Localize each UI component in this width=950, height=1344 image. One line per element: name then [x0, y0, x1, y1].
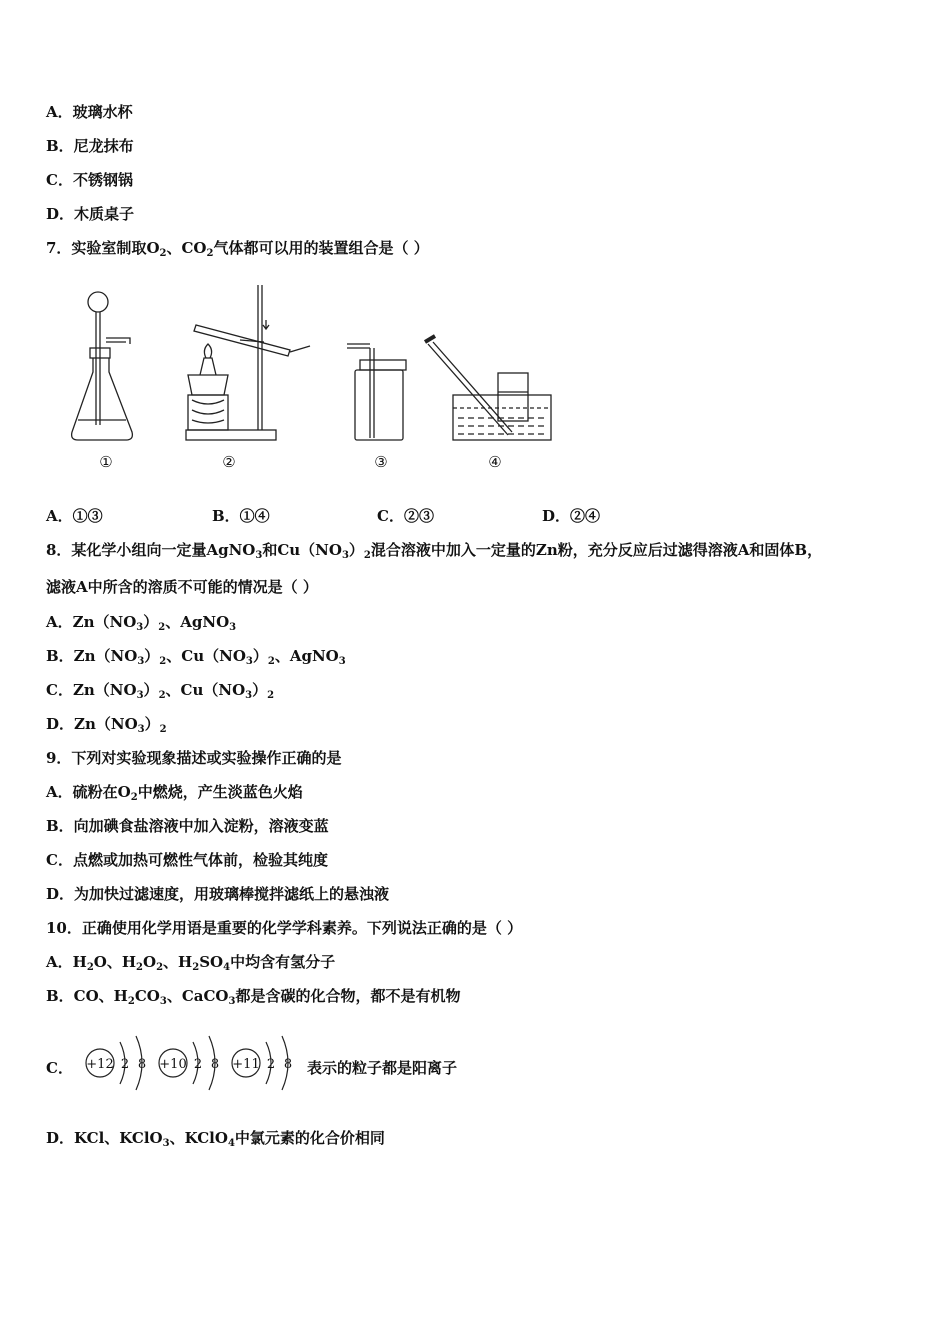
q10-stem: 10．正确使用化学用语是重要的化学学科素养。下列说法正确的是（ ） — [46, 919, 523, 937]
apparatus-1-flask — [72, 292, 133, 440]
ion-1-shell-2: 8 — [137, 1057, 147, 1072]
ion-1-nucleus: +12 — [86, 1057, 114, 1072]
q9-option-d: D．为加快过滤速度，用玻璃棒搅拌滤纸上的悬浊液 — [46, 885, 390, 903]
q10-option-a: A．$H_2O$、$H_2O_2$、$H_2SO_4$中均含有氢分子 — [46, 953, 336, 973]
q8-stem-line2: 滤液A中所含的溶质不可能的情况是（ ） — [46, 578, 318, 596]
q10-option-b: B．CO、$H_2CO_3$、CaCO$_3$都是含碳的化合物，都不是有机物 — [46, 987, 461, 1007]
q10-option-d: D．KCl、KClO$_3$、KClO$_4$中氯元素的化合价相同 — [46, 1129, 385, 1149]
q9-stem: 9．下列对实验现象描述或实验操作正确的是 — [46, 749, 342, 767]
q7-stem: 7．实验室制取$O_2$、$CO_2$气体都可以用的装置组合是（ ） — [46, 239, 429, 259]
q8-option-a: A．$Zn(NO_3)_2$、AgNO$_3$ — [46, 613, 237, 633]
ion-3-nucleus: +11 — [232, 1057, 260, 1072]
apparatus-4-trough — [425, 336, 551, 440]
q7-option-b: B．①④ — [212, 507, 270, 525]
apparatus-label-2: ② — [222, 453, 236, 471]
q8-option-c: C．$Zn(NO_3)_2$、$Cu(NO_3)_2$ — [46, 681, 275, 701]
q9-option-b: B．向加碘食盐溶液中加入淀粉，溶液变蓝 — [46, 817, 329, 835]
ion-2-nucleus: +10 — [159, 1057, 187, 1072]
ion-3-shell-1: 2 — [266, 1057, 276, 1072]
apparatus-label-4: ④ — [488, 453, 502, 471]
q7-option-d: D．②④ — [542, 507, 601, 525]
ion-1-shell-1: 2 — [120, 1057, 130, 1072]
q9-option-a: A．硫粉在$O_2$中燃烧，产生淡蓝色火焰 — [46, 783, 303, 803]
q9-option-c: C．点燃或加热可燃性气体前，检验其纯度 — [46, 851, 328, 869]
q7-option-a: A．①③ — [46, 507, 103, 525]
apparatus-3-bottle — [347, 344, 406, 440]
q6-option-a: A．玻璃水杯 — [46, 103, 133, 121]
q8-stem: 8．某化学小组向一定量AgNO$_3$和$Cu(NO_3)_2$混合溶液中加入一定量的Zn粉，充分反应后过滤得溶液A和固体B， — [46, 541, 823, 561]
q10-option-c-suffix: 表示的粒子都是阳离子 — [307, 1059, 458, 1077]
apparatus-label-3: ③ — [374, 453, 388, 471]
ion-structure-diagrams — [82, 1028, 302, 1098]
ion-2-shell-2: 8 — [210, 1057, 220, 1072]
q7-option-c: C．②③ — [377, 507, 434, 525]
q6-option-d: D．木质桌子 — [46, 205, 135, 223]
q8-option-d: D．$Zn(NO_3)_2$ — [46, 715, 167, 735]
apparatus-2-heating — [186, 285, 310, 440]
ion-2-shell-1: 2 — [193, 1057, 203, 1072]
lab-apparatus-figure — [60, 280, 560, 450]
q6-option-b: B．尼龙抹布 — [46, 137, 134, 155]
q6-option-c: C．不锈钢锅 — [46, 171, 133, 189]
q10-option-c-prefix: C． — [46, 1059, 73, 1077]
ion-3-shell-2: 8 — [283, 1057, 293, 1072]
q8-option-b: B．$Zn(NO_3)_2$、$Cu(NO_3)_2$、AgNO$_3$ — [46, 647, 346, 667]
apparatus-label-1: ① — [99, 453, 113, 471]
